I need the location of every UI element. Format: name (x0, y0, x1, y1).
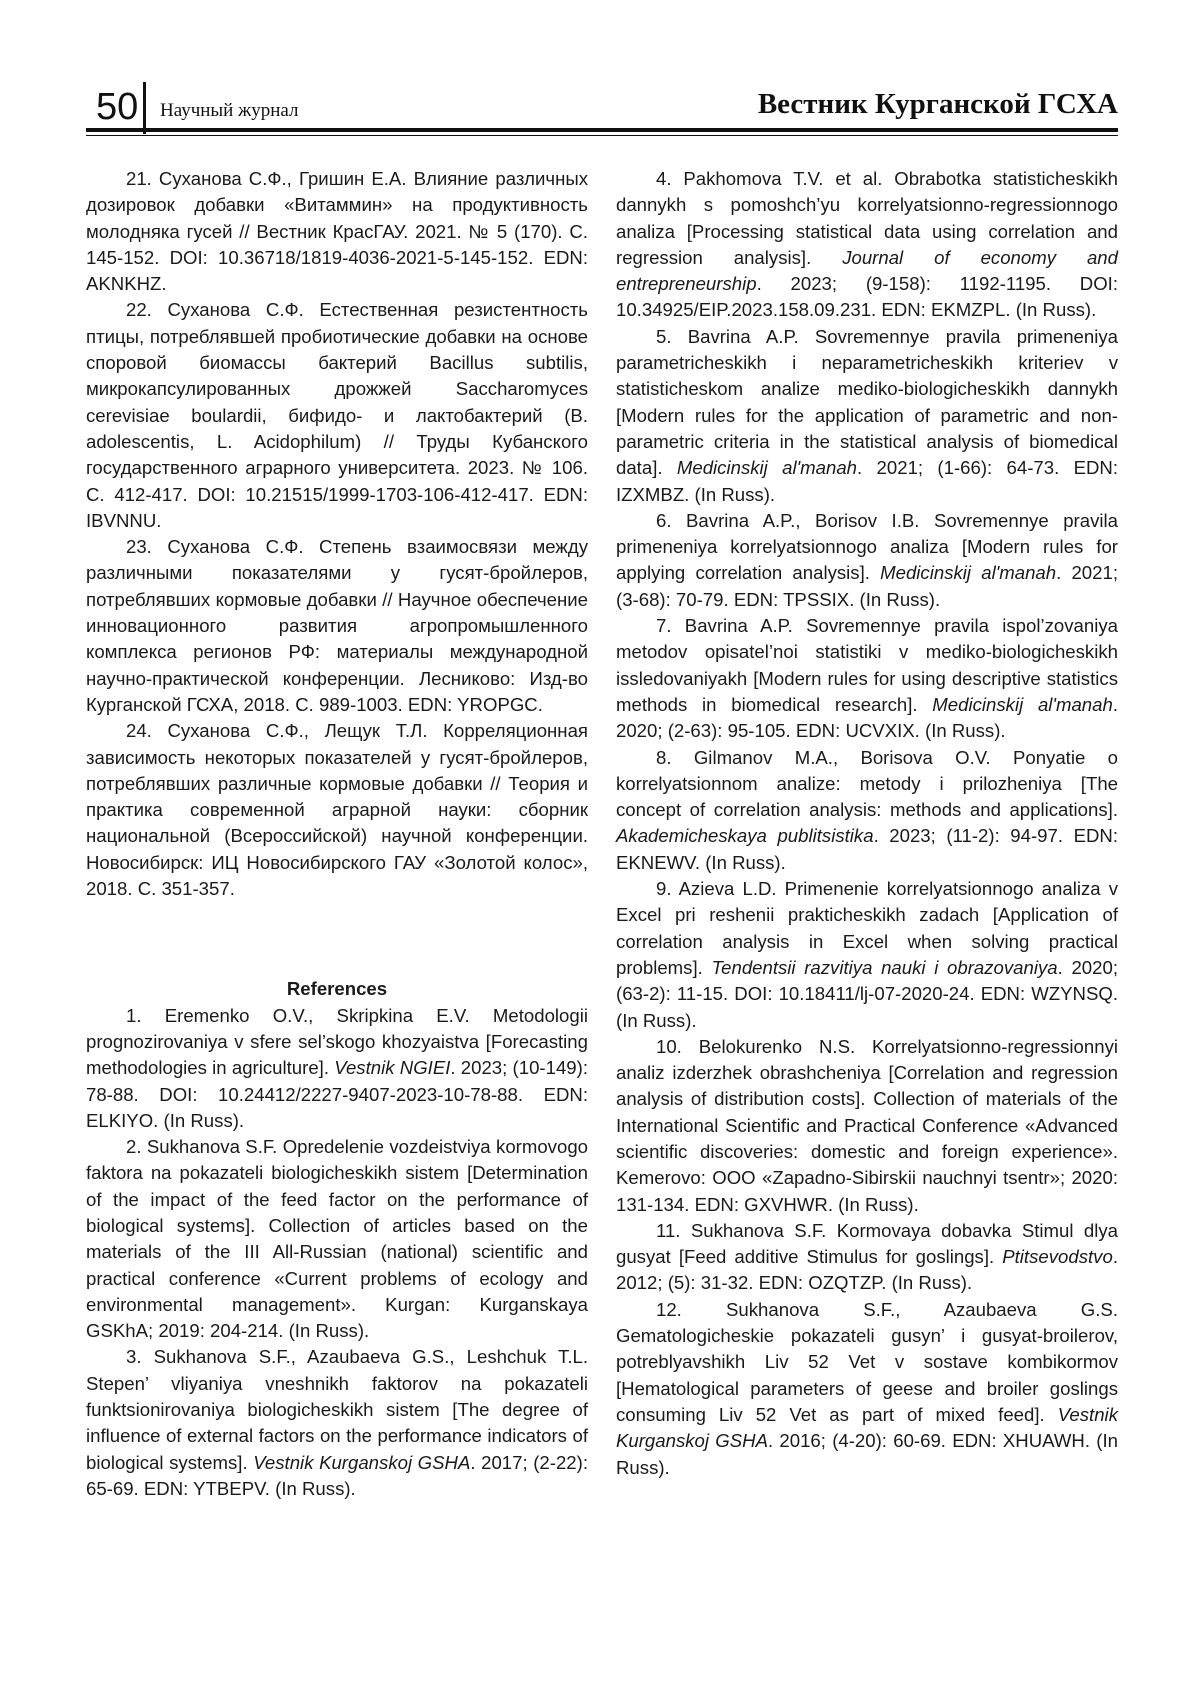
page-number: 50 (96, 86, 139, 128)
reference-ru-23: 23. Суханова С.Ф. Степень взаимосвязи между различными показателями у гусят-бройлеров, потреблявших кормовые добавки // Научное обеспечение инновационного развития агропромышленного комплекса регионов РФ: материалы международной научно-практической конференции. Лесниково: Изд-во Курганской ГСХА, 2018. С. 989-1003. EDN: YROPGC. (86, 536, 588, 715)
header-divider (143, 82, 146, 134)
reference-en-6: 6. Bavrina A.P., Borisov I.B. Sovremennye pravila primeneniya korrelyatsionnogo analiza [Modern rules for applying correlation analysis]. Medicinskij al'manah. 2021; (3-68): 70-79. EDN: TPSSIX. (In Russ). (616, 509, 1118, 610)
section-gap (86, 902, 588, 976)
reference-en-9: 9. Azieva L.D. Primenenie korrelyatsionnogo analiza v Excel pri reshenii prakticheskikh zadach [Application of correlation analysis in Excel when solving practical problems]. Tendentsii razvitiya nauki i obrazovaniya. 2020; (63-2): 11-15. DOI: 10.18411/lj-07-2020-24. EDN: WZYNSQ. (In Russ). (616, 878, 1118, 1031)
reference-en-10: 10. Belokurenko N.S. Korrelyatsionno-regressionnyi analiz izderzhek obrashcheniya [Correlation and regression analysis of distribution costs]. Collection of materials of the International Scientific and Practical Conference «Advanced scientific discoveries: domestic and foreign experience». Kemerovo: OOO «Zapadno-Sibirskii nauchnyi tsentr»; 2020: 131-134. EDN: GXVHWR. (In Russ). (616, 1035, 1118, 1215)
right-column (616, 166, 1118, 1481)
journal-title: Вестник Курганской ГСХА (757, 88, 1118, 120)
reference-ru-22: 22. Суханова С.Ф. Естественная резистентность птицы, потреблявшей пробиотические добавки на основе споровой биомассы бактерий Bacillus subtilis, микрокапсулированных дрожжей Saccharomyces cerevisiae boulardii, бифидо- и лактобактерий (B. adolescentis, L. Acidophilum) // Труды Кубанского государственного аграрного университета. 2023. № 106. С. 412-417. DOI: 10.21515/1999-1703-106-412-417. EDN: IBVNNU. (86, 299, 588, 531)
reference-en-12: 12. Sukhanova S.F., Azaubaeva G.S. Gematologicheskie pokazateli gusyn’ i gusyat-broilerov, potreblyavshikh Liv 52 Vet v sostave kombikormov [Hematological parameters of geese and broiler goslings consuming Liv 52 Vet as part of mixed feed]. Vestnik Kurganskoj GSHA. 2016; (4-20): 60-69. EDN: XHUAWH. (In Russ). (616, 1298, 1118, 1478)
reference-en-4: 4. Pakhomova T.V. et al. Obrabotka statisticheskikh dannykh s pomoshch’yu korrelyatsionno-regressionnogo analiza [Processing statistical data using correlation and regression analysis]. Journal of economy and entrepreneurship. 2023; (9-158): 1192-1195. DOI: 10.34925/EIP.2023.158.09.231. EDN: EKMZPL. (In Russ). (616, 168, 1118, 321)
reference-en-7: 7. Bavrina A.P. Sovremennye pravila ispol’zovaniya metodov opisatel’noi statistiki v mediko-biologicheskikh issledovaniyakh [Modern rules for using descriptive statistics methods in biomedical research]. Medicinskij al'manah. 2020; (2-63): 95-105. EDN: UCVXIX. (In Russ). (616, 615, 1119, 742)
header-rule-thin (86, 135, 1118, 136)
journal-label: Научный журнал (160, 100, 299, 121)
header-rule-thick (86, 128, 1118, 132)
reference-en-8: 8. Gilmanov M.A., Borisova O.V. Ponyatie o korrelyatsionnom analize: metody i prilozheniya [The concept of correlation analysis: methods and applications]. Akademicheskaya publitsistika. 2023; (11-2): 94-97. EDN: EKNEWV. (In Russ). (616, 746, 1119, 873)
left-column (86, 166, 588, 1502)
reference-en-11: 11. Sukhanova S.F. Kormovaya dobavka Stimul dlya gusyat [Feed additive Stimulus for goslings]. Ptitsevodstvo. 2012; (5): 31-32. EDN: OZQTZP. (In Russ). (616, 1219, 1118, 1294)
reference-en-3: 3. Sukhanova S.F., Azaubaeva G.S., Leshchuk T.L. Stepen’ vliyaniya vneshnikh faktorov na pokazateli funktsionirovaniya biologicheskikh sistem [The degree of influence of external factors on the performance indicators of biological systems]. Vestnik Kurganskoj GSHA. 2017; (2-22): 65-69. EDN: YTBEPV. (In Russ). (86, 1346, 588, 1499)
reference-en-5: 5. Bavrina A.P. Sovremennye pravila primeneniya parametricheskikh i neparametricheskikh kriteriev v statisticheskom analize mediko-biologicheskikh dannykh [Modern rules for the application of parametric and non-parametric criteria in the statistical analysis of biomedical data]. Medicinskij al'manah. 2021; (1-66): 64-73. EDN: IZXMBZ. (In Russ). (616, 325, 1119, 505)
references-heading: References (286, 978, 388, 1000)
reference-ru-21: 21. Суханова С.Ф., Гришин Е.А. Влияние различных дозировок добавки «Витаммин» на продуктивность молодняка гусей // Вестник КрасГАУ. 2021. № 5 (170). С. 145-152. DOI: 10.36718/1819-4036-2021-5-145-152. EDN: AKNKHZ. (86, 168, 588, 295)
reference-en-2: 2. Sukhanova S.F. Opredelenie vozdeistviya kormovogo faktora na pokazateli biologicheskikh sistem [Determination of the impact of the feed factor on the performance of biological systems]. Collection of articles based on the materials of the III All-Russian (national) scientific and practical conference «Current problems of ecology and environmental management». Kurgan: Kurganskaya GSKhA; 2019: 204-214. (In Russ). (86, 1136, 588, 1342)
reference-ru-24: 24. Суханова С.Ф., Лещук Т.Л. Корреляционная зависимость некоторых показателей у гусят-бройлеров, потреблявших различные кормовые добавки // Теория и практика современной аграрной науки: сборник национальной (Всероссийской) научной конференции. Новосибирск: ИЦ Новосибирского ГАУ «Золотой колос», 2018. С. 351-357. (86, 720, 588, 900)
reference-en-1: 1. Eremenko O.V., Skripkina E.V. Metodologii prognozirovaniya v sfere sel’skogo khozyaistva [Forecasting methodologies in agriculture]. Vestnik NGIEI. 2023; (10-149): 78-88. DOI: 10.24412/2227-9407-2023-10-78-88. EDN: ELKIYO. (In Russ). (86, 1004, 588, 1131)
